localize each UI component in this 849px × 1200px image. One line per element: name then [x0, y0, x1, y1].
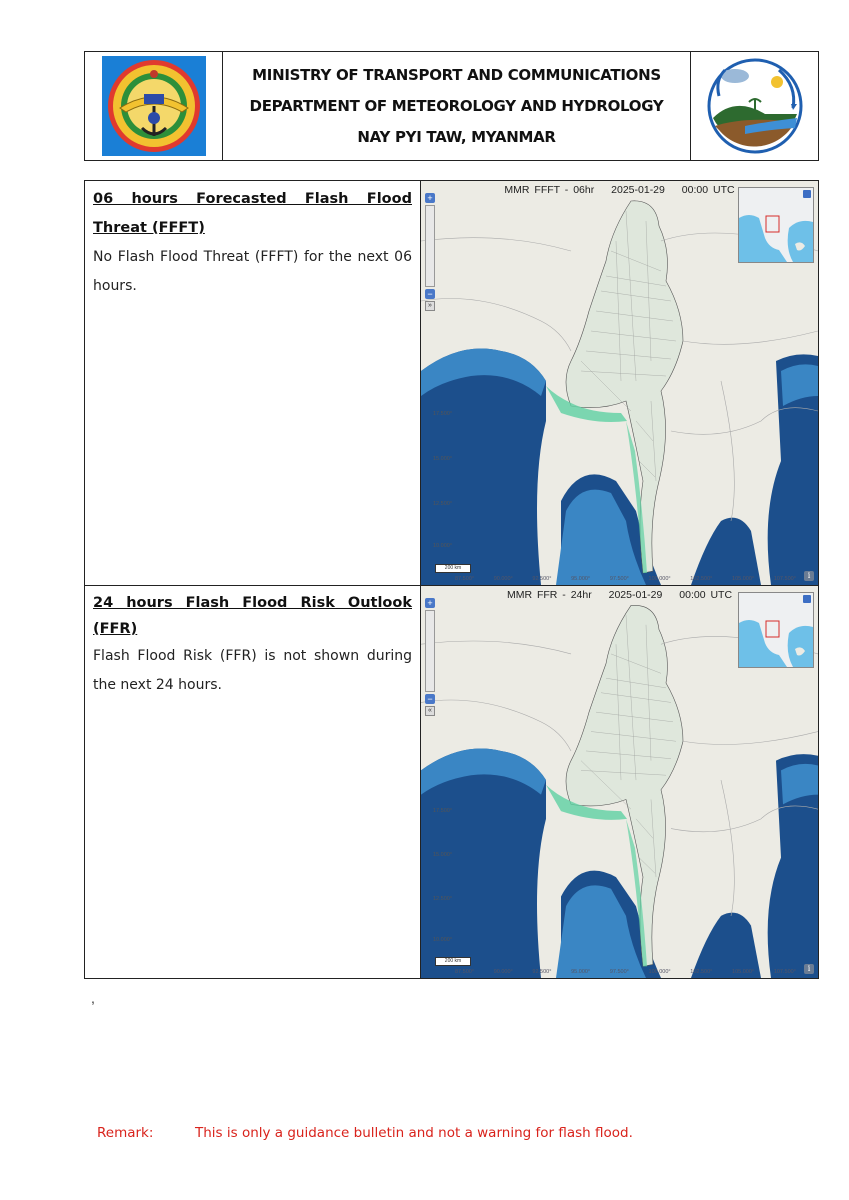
- lat-label: 15.000°: [433, 852, 453, 858]
- remark: [97, 1125, 633, 1141]
- lat-label: 17.500°: [433, 808, 453, 814]
- lon-label: 90.000°: [493, 576, 513, 582]
- forecast-table: [84, 180, 819, 979]
- lat-label: 10.000°: [433, 937, 453, 943]
- overview-map[interactable]: [738, 592, 814, 668]
- zoom-in-button[interactable]: +: [425, 598, 435, 608]
- scale-bar: 200 km: [435, 957, 471, 966]
- zoom-in-button[interactable]: +: [425, 193, 435, 203]
- department-name: DEPARTMENT OF METEOROLOGY AND HYDROLOGY: [249, 96, 664, 115]
- lat-label: 12.500°: [433, 896, 453, 902]
- lon-label: 102.500°: [690, 969, 713, 975]
- info-icon[interactable]: i: [804, 964, 814, 974]
- zoom-controls: [425, 598, 435, 716]
- overview-toggle-button[interactable]: [803, 190, 811, 198]
- ffr-description: Flash Flood Risk (FFR) is not shown during the next 24 hours.: [93, 648, 412, 693]
- map-date: 2025-01-29: [611, 184, 665, 196]
- dmh-logo-cell: [691, 52, 818, 160]
- ffr-title: 24 hours Flash Flood Risk Outlook (FFR): [93, 595, 412, 637]
- lon-label: 105.000°: [732, 969, 755, 975]
- lon-label: 100.000°: [648, 969, 671, 975]
- ffft-row: [85, 181, 818, 586]
- lon-label: 97.500°: [609, 576, 629, 582]
- zoom-out-button[interactable]: −: [425, 694, 435, 704]
- stray-comma: ,: [91, 990, 95, 1006]
- lon-label: 105.000°: [732, 576, 755, 582]
- ffr-text-cell: [85, 586, 421, 978]
- ffr-map[interactable]: [421, 586, 818, 978]
- hydrology-cycle-logo: [705, 56, 805, 156]
- zoom-controls: [425, 193, 435, 311]
- zoom-slider[interactable]: [425, 610, 435, 692]
- lon-label: 87.500°: [455, 576, 475, 582]
- lon-label: 95.000°: [571, 969, 591, 975]
- lat-label: 12.500°: [433, 501, 453, 507]
- ministry-emblem-logo: [102, 56, 206, 156]
- lon-label: 95.000°: [571, 576, 591, 582]
- ministry-logo-cell: [85, 52, 223, 160]
- zoom-slider[interactable]: [425, 205, 435, 287]
- zoom-extent-button[interactable]: «: [425, 706, 435, 716]
- letterhead-title: [223, 52, 691, 160]
- ffft-text-cell: [85, 181, 421, 585]
- overview-map-canvas: [739, 188, 813, 262]
- letterhead: [84, 51, 819, 161]
- remark-label: Remark:: [97, 1125, 154, 1141]
- ffft-description: No Flash Flood Threat (FFFT) for the next 06 hours.: [93, 249, 412, 294]
- lon-label: 100.000°: [648, 576, 671, 582]
- lon-labels: [455, 576, 796, 582]
- lon-label: 102.500°: [690, 576, 713, 582]
- ffr-row: [85, 586, 818, 978]
- lat-label: 15.000°: [433, 456, 453, 462]
- info-icon[interactable]: i: [804, 571, 814, 581]
- ministry-name: MINISTRY OF TRANSPORT AND COMMUNICATIONS: [252, 65, 661, 84]
- zoom-out-button[interactable]: −: [425, 289, 435, 299]
- lon-label: 90.000°: [493, 969, 513, 975]
- lat-label: 17.500°: [433, 411, 453, 417]
- lon-labels: [455, 969, 796, 975]
- overview-map[interactable]: [738, 187, 814, 263]
- lon-label: 92.500°: [532, 969, 552, 975]
- map-product: MMR FFFT - 06hr: [504, 184, 595, 196]
- location-name: NAY PYI TAW, MYANMAR: [357, 127, 556, 146]
- lon-label: 87.500°: [455, 969, 475, 975]
- lat-label: 10.000°: [433, 543, 453, 549]
- map-time: 00:00 UTC: [681, 184, 735, 196]
- map-date: 2025-01-29: [608, 589, 663, 601]
- ffft-title: 06 hours Forecasted Flash Flood Threat (FFFT): [93, 191, 412, 236]
- overview-map-canvas: [739, 593, 813, 667]
- lon-label: 107.500°: [773, 576, 796, 582]
- map-time: 00:00 UTC: [679, 589, 733, 601]
- lon-label: 107.500°: [773, 969, 796, 975]
- overview-toggle-button[interactable]: [803, 595, 811, 603]
- lon-label: 92.500°: [532, 576, 552, 582]
- map-product: MMR FFR - 24hr: [506, 589, 592, 601]
- lon-label: 97.500°: [609, 969, 629, 975]
- remark-text: This is only a guidance bulletin and not a warning for flash flood.: [195, 1125, 633, 1141]
- ffft-map[interactable]: [421, 181, 818, 585]
- zoom-extent-button[interactable]: »: [425, 301, 435, 311]
- scale-bar: 200 km: [435, 564, 471, 573]
